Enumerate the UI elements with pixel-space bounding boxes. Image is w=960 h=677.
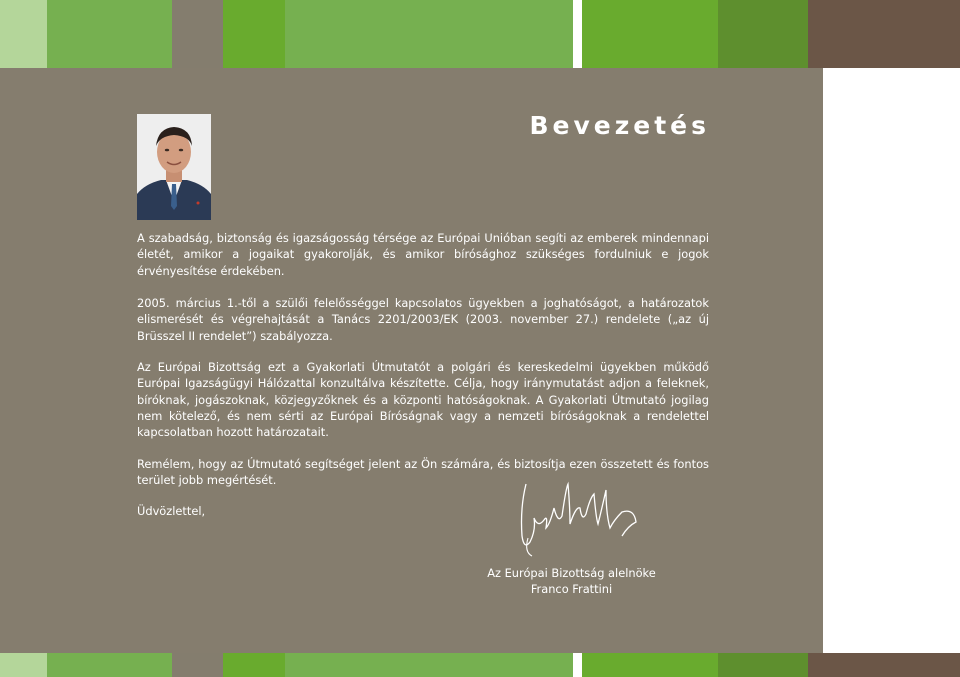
stripe-segment xyxy=(573,653,582,677)
intro-paragraph: A szabadság, biztonság és igazságosság térsége az Európai Unióban segíti az emberek mindennapi életét, amikor a jogaikat gyakorolják, és amikor bírósághoz szükséges fordulniuk e jogok érvényesítése érdekében. xyxy=(137,231,709,278)
stripe-segment xyxy=(582,0,718,68)
signatory-title: Az Európai Bizottság alelnöke xyxy=(487,566,656,580)
guide-paragraph: Az Európai Bizottság ezt a Gyakorlati Útmutatót a polgári és kereskedelmi ügyekben működő Európai Igazságügyi Hálózattal konzultálva készítette. Célja, hogy iránymutatást adjon a feleknek, bíróknak, jogászoknak, közjegyzőknek és a központi hatóságoknak. A Gyakorlati Útmutató jogilag nem kötelező, és nem sérti az Európai Bíróságnak vagy a nemzeti bíróságoknak a rendelettel kapcsolatban hozott határozatait. xyxy=(137,360,709,440)
portrait-photo xyxy=(137,114,211,220)
signatory-name: Franco Frattini xyxy=(530,582,613,597)
closing-paragraph: Remélem, hogy az Útmutató segítséget jelent az Ön számára, és biztosítja ezen összetett és fontos terület jobb megértését. xyxy=(137,457,709,488)
stripe-segment xyxy=(223,0,285,68)
signature-block xyxy=(470,565,673,598)
stripe-segment xyxy=(47,0,172,68)
page-title: Bevezetés xyxy=(529,111,710,140)
greeting: Üdvözlettel, xyxy=(137,504,206,518)
stripe-segment xyxy=(0,653,47,677)
top-color-stripe xyxy=(0,0,960,68)
stripe-segment xyxy=(573,0,582,68)
stripe-segment xyxy=(172,0,223,68)
stripe-segment xyxy=(223,653,285,677)
stripe-segment xyxy=(0,0,47,68)
stripe-segment xyxy=(808,653,960,677)
stripe-segment xyxy=(718,653,808,677)
stripe-segment xyxy=(718,0,808,68)
stripe-segment xyxy=(172,653,223,677)
handwritten-signature-icon xyxy=(510,478,645,560)
stripe-segment xyxy=(285,653,573,677)
stripe-segment xyxy=(47,653,172,677)
stripe-segment xyxy=(808,0,960,68)
bottom-color-stripe xyxy=(0,653,960,677)
regulation-paragraph: 2005. március 1.-től a szülői felelősséggel kapcsolatos ügyekben a joghatóságot, a határozatok elismerését és végrehajtását a Tanács 2201/2003/EK (2003. november 27.) rendelete („az új Brüsszel II rendelet”) szabályozza. xyxy=(137,296,709,343)
right-margin xyxy=(823,68,960,653)
stripe-segment xyxy=(582,653,718,677)
stripe-segment xyxy=(285,0,573,68)
